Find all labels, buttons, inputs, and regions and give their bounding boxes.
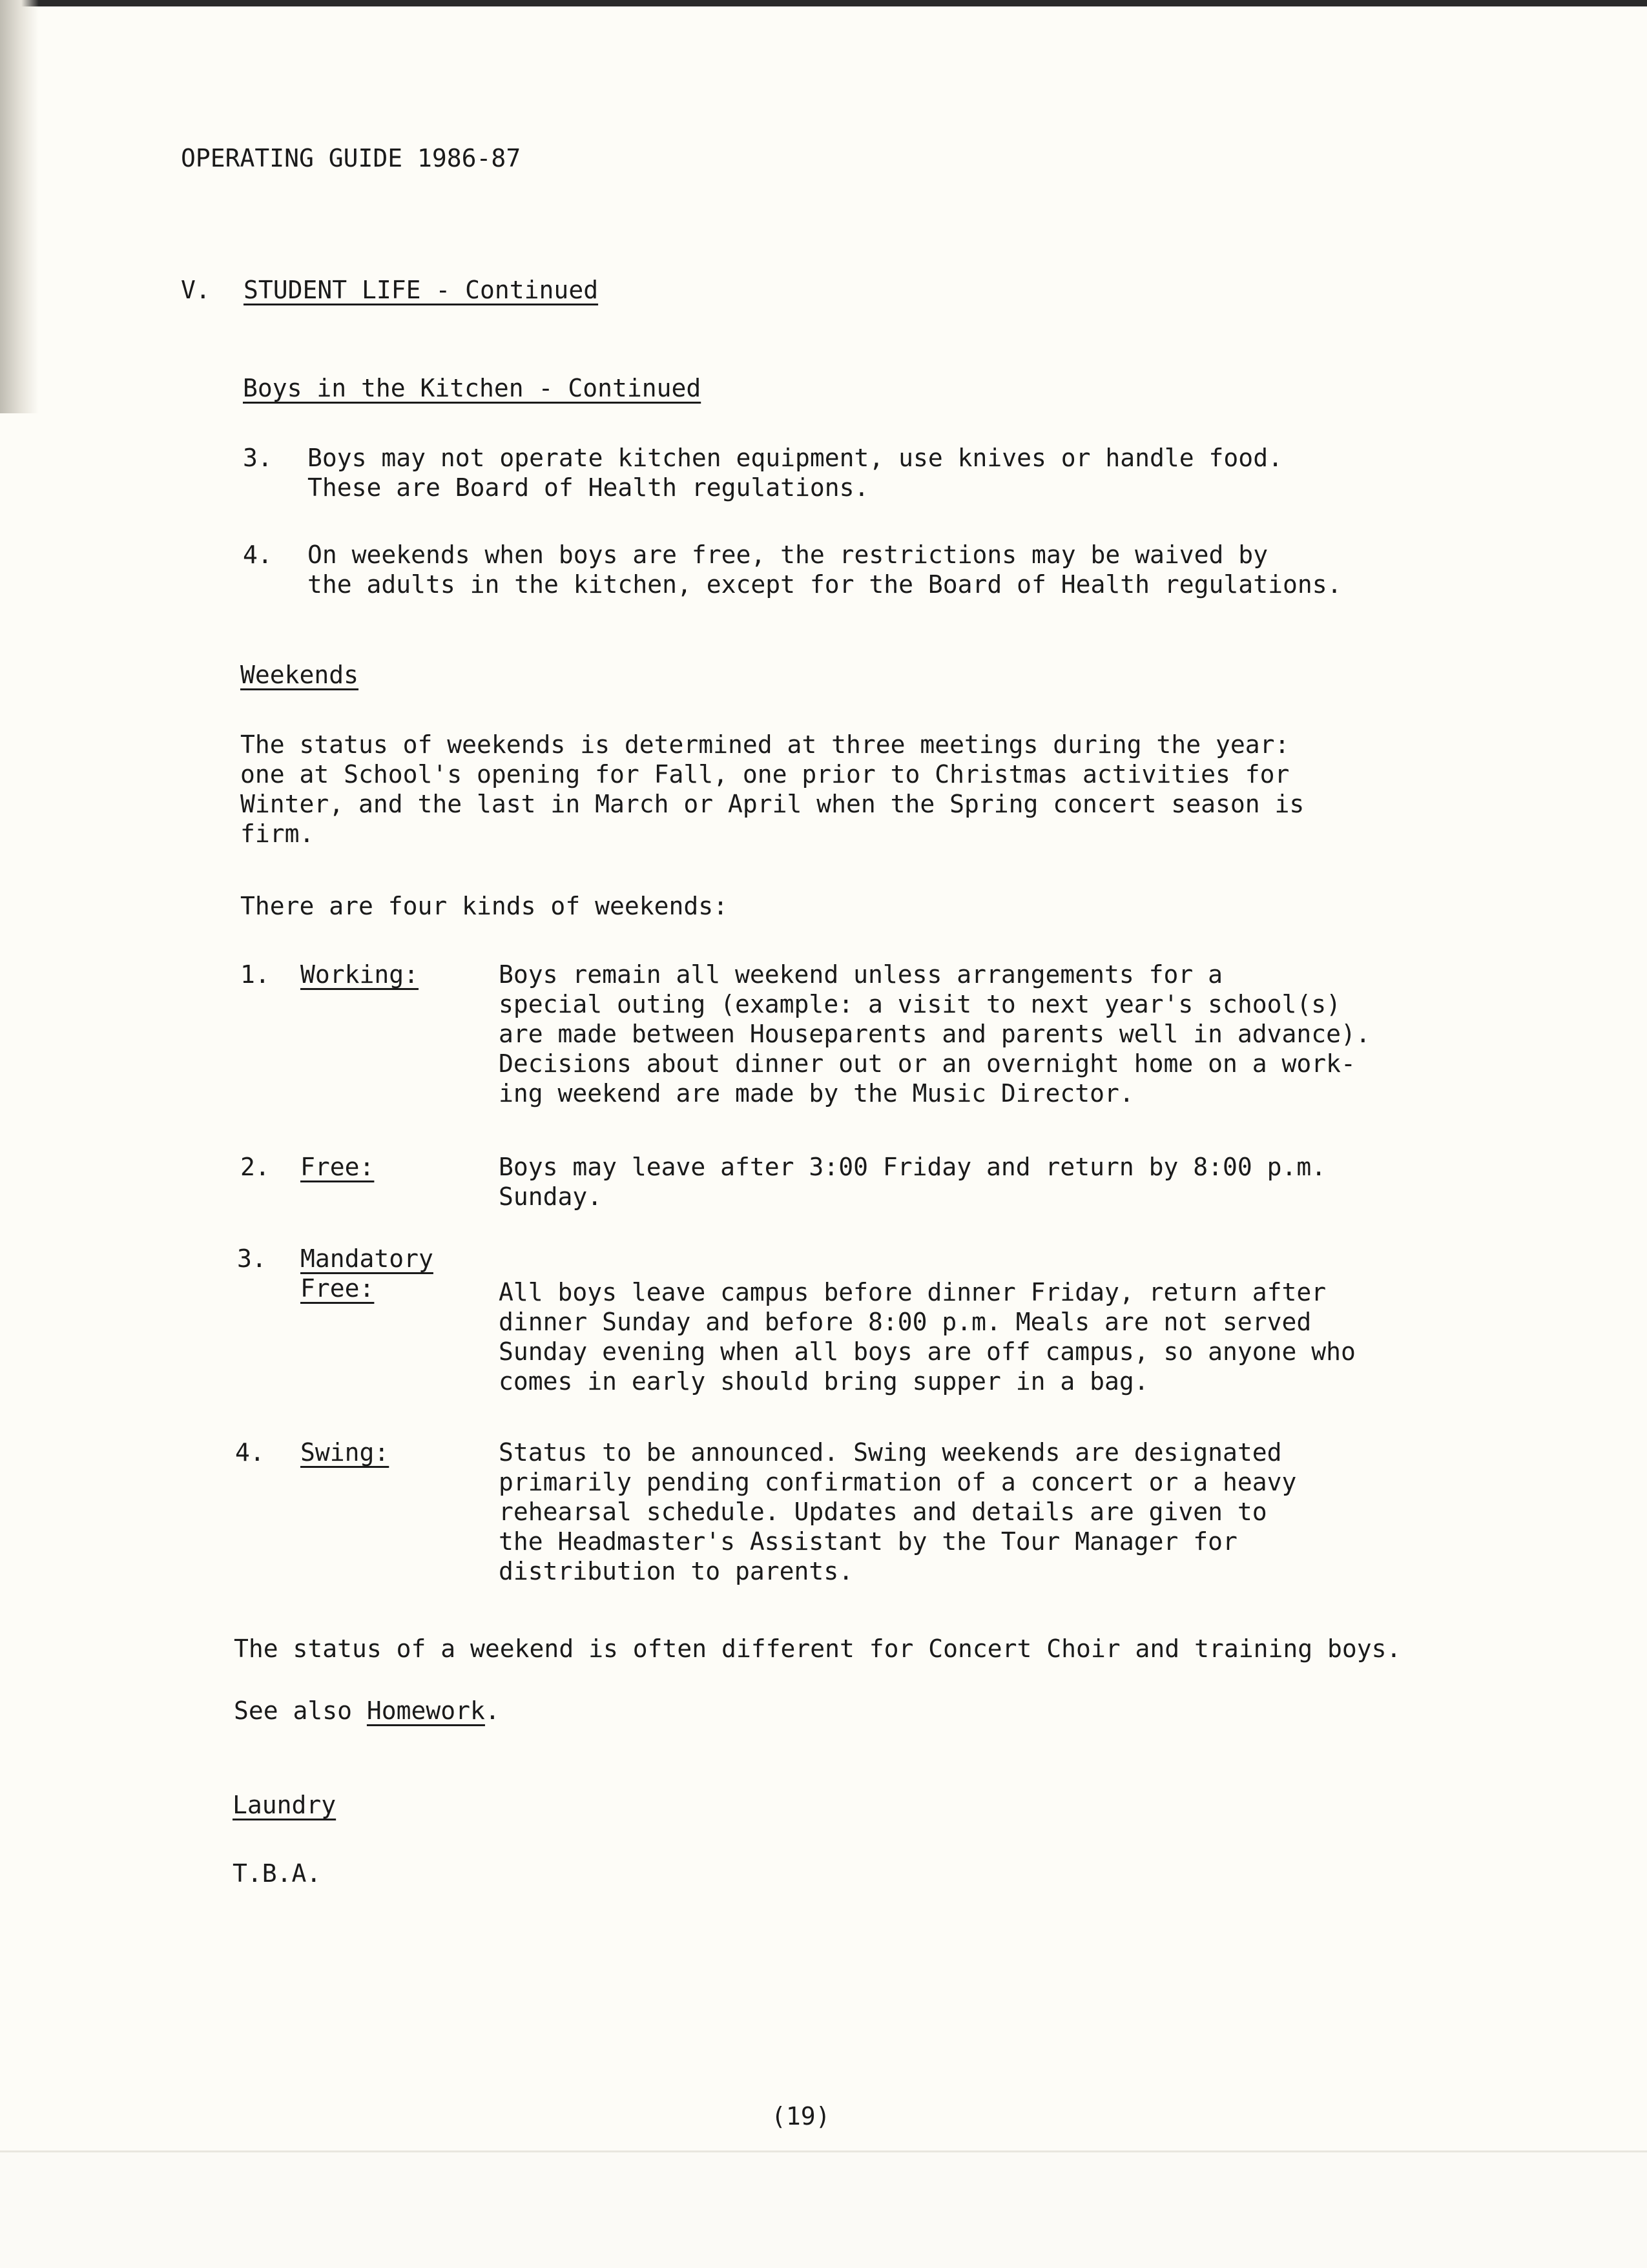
- weekend-kind-line: distribution to parents.: [499, 1557, 854, 1585]
- kitchen-item-3: [243, 443, 1470, 502]
- weekend-kind-description: [499, 960, 1371, 1108]
- weekend-kind-number: 3.: [237, 1244, 267, 1273]
- section-numeral: V.: [181, 276, 211, 304]
- weekend-kind-working: [240, 960, 1500, 1115]
- page-header: OPERATING GUIDE 1986-87: [181, 144, 521, 172]
- weekend-kind-term-line: Mandatory: [300, 1244, 433, 1273]
- weekend-kind-line: primarily pending confirmation of a concert or a heavy: [499, 1468, 1297, 1496]
- weekend-kind-term-line: Working:: [300, 960, 419, 989]
- weekend-kind-number: 4.: [235, 1438, 265, 1467]
- kitchen-item-line: the adults in the kitchen, except for the Board of Health regulations.: [307, 570, 1342, 599]
- weekend-kind-line: special outing (example: a visit to next year's school(s): [499, 990, 1341, 1018]
- weekends-closing: The status of a weekend is often different for Concert Choir and training boys.: [234, 1634, 1402, 1663]
- weekends-intro: [240, 730, 1304, 849]
- weekend-kind-line: rehearsal schedule. Updates and details are given to: [499, 1498, 1267, 1526]
- homework-link[interactable]: Homework: [366, 1696, 485, 1725]
- weekend-kind-term: [300, 1152, 374, 1182]
- laundry-body: T.B.A.: [233, 1859, 322, 1888]
- weekend-kind-description: [499, 1152, 1326, 1211]
- weekend-kind-line: Sunday evening when all boys are off campus, so anyone who: [499, 1337, 1356, 1366]
- weekend-kind-line: Decisions about dinner out or an overnight home on a work-: [499, 1049, 1356, 1078]
- weekends-kinds-intro: There are four kinds of weekends:: [240, 892, 728, 920]
- weekend-kind-term-line: Free:: [300, 1153, 375, 1181]
- weekend-kind-term: [300, 960, 419, 989]
- weekend-kind-line: the Headmaster's Assistant by the Tour Manager for: [499, 1527, 1238, 1556]
- kitchen-item-text: [307, 443, 1283, 502]
- kitchen-item-line: On weekends when boys are free, the restrictions may be waived by: [307, 541, 1269, 569]
- kitchen-item-4: [243, 540, 1470, 599]
- weekend-kind-term-line: Swing:: [300, 1438, 389, 1467]
- weekend-kind-line: Boys may leave after 3:00 Friday and return by 8:00 p.m.: [499, 1153, 1327, 1181]
- kitchen-item-line: These are Board of Health regulations.: [307, 473, 869, 502]
- weekends-intro-line: The status of weekends is determined at three meetings during the year:: [240, 730, 1290, 759]
- weekend-kind-line: ing weekend are made by the Music Director.: [499, 1079, 1134, 1108]
- kitchen-item-text: [307, 540, 1341, 599]
- weekend-kind-free: [240, 1152, 1500, 1211]
- weekend-kind-swing: [235, 1438, 1501, 1593]
- page-number: (19): [771, 2102, 831, 2130]
- weekend-kind-line: Status to be announced. Swing weekends are designated: [499, 1438, 1282, 1467]
- page-bottom-edge: [0, 2150, 1647, 2268]
- section-title: STUDENT LIFE - Continued: [243, 276, 599, 304]
- weekend-kind-description: [499, 1277, 1356, 1396]
- kitchen-item-line: Boys may not operate kitchen equipment, use knives or handle food.: [307, 444, 1283, 472]
- weekends-heading: Weekends: [240, 661, 359, 689]
- see-also-line: [234, 1696, 500, 1726]
- weekend-kind-term-line: Free:: [300, 1274, 375, 1303]
- see-also-prefix: See also: [234, 1696, 367, 1725]
- kitchen-item-number: 3.: [243, 444, 273, 472]
- kitchen-heading: Boys in the Kitchen - Continued: [243, 374, 701, 402]
- weekend-kind-number: 1.: [240, 960, 270, 989]
- weekend-kind-line: comes in early should bring supper in a bag.: [499, 1367, 1149, 1396]
- weekends-intro-line: one at School's opening for Fall, one prior to Christmas activities for: [240, 760, 1290, 789]
- weekend-kind-number: 2.: [240, 1153, 270, 1181]
- kitchen-item-number: 4.: [243, 541, 273, 569]
- weekend-kind-line: Sunday.: [499, 1182, 603, 1211]
- weekend-kind-line: dinner Sunday and before 8:00 p.m. Meals are not served: [499, 1308, 1312, 1336]
- weekend-kind-line: All boys leave campus before dinner Friday, return after: [499, 1278, 1327, 1306]
- weekends-intro-line: firm.: [240, 820, 315, 848]
- weekend-kind-line: Boys remain all weekend unless arrangements for a: [499, 960, 1223, 989]
- weekend-kind-line: are made between Houseparents and parents well in advance).: [499, 1020, 1371, 1048]
- weekend-kind-description: [499, 1438, 1296, 1586]
- laundry-heading: Laundry: [233, 1791, 337, 1819]
- weekend-kind-term: [300, 1244, 433, 1303]
- weekends-intro-line: Winter, and the last in March or April when the Spring concert season is: [240, 790, 1305, 818]
- weekend-kind-term: [300, 1438, 389, 1467]
- weekend-kind-mandatory-free: [237, 1244, 1503, 1399]
- see-also-suffix: .: [484, 1696, 500, 1725]
